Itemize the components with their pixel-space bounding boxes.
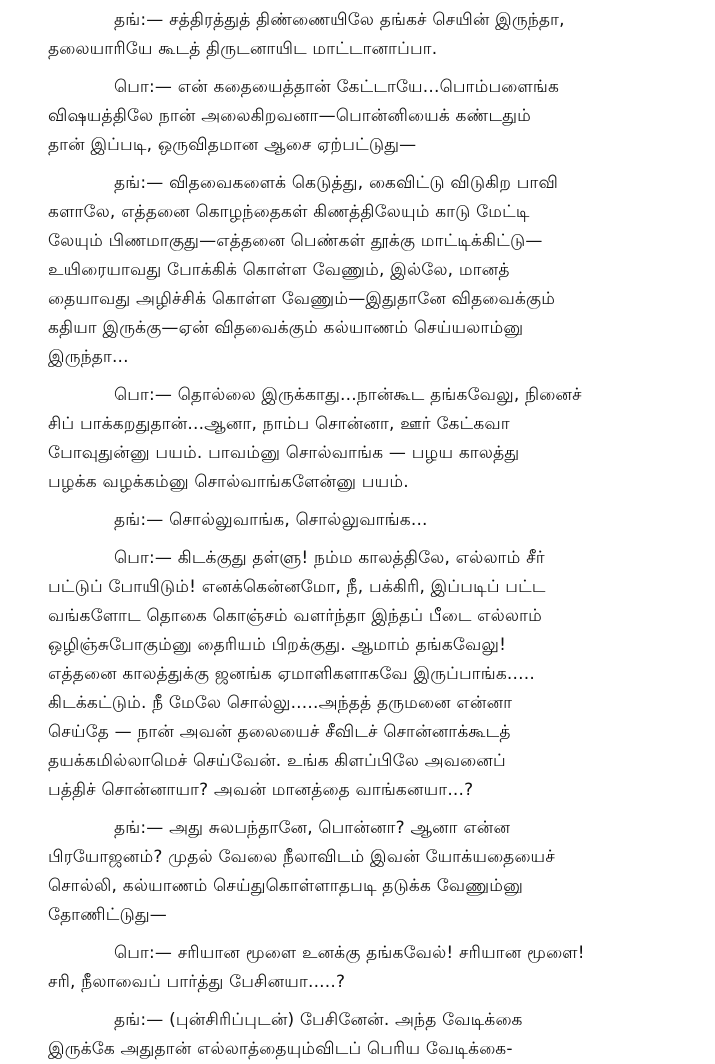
text-line: தங்:— அது சுலபந்தானே, பொன்னா? ஆனா என்ன: [114, 818, 511, 838]
dialogue-paragraph-2: [48, 73, 667, 160]
dialogue-paragraph-5: [48, 506, 667, 535]
text-line: தலையாரியே கூடத் திருடனாயிட மாட்டானாப்பா.: [48, 39, 438, 59]
text-line: வங்களோட தொகை கொஞ்சம் வளர்ந்தா இந்தப் பீடை எல்லாம்: [48, 606, 543, 626]
text-line: பொ:— என் கதையைத்தான் கேட்டாயே...பொம்பளைங்க: [114, 77, 560, 97]
text-line: பொ:— சரியான மூளை உனக்கு தங்கவேல்! சரியான மூளை!: [114, 943, 585, 963]
text-line: பழக்க வழக்கம்னு சொல்வாங்களேன்னு பயம்.: [48, 472, 409, 492]
dialogue-paragraph-4: [48, 381, 667, 497]
dialogue-paragraph-8: [48, 939, 667, 997]
text-line: போவுதுன்னு பயம். பாவம்னு சொல்வாங்க — பழய காலத்து: [48, 443, 520, 463]
text-line: தங்:— சொல்லுவாங்க, சொல்லுவாங்க...: [114, 510, 428, 530]
dialogue-paragraph-6: [48, 544, 667, 805]
text-line: பிரயோஜனம்? முதல் வேலை நீலாவிடம் இவன் யோக்யதையைச்: [48, 847, 555, 867]
text-line: சொல்லி, கல்யாணம் செய்துகொள்ளாதபடி தடுக்க வேணும்னு: [48, 876, 524, 896]
text-line: சிப் பாக்கறதுதான்...ஆனா, நாம்ப சொன்னா, ஊர் கேட்கவா: [48, 414, 510, 434]
text-line: தயக்கமில்லாமெச் செய்வேன். உங்க கிளப்பிலே அவனைப்: [48, 751, 506, 771]
dialogue-paragraph-7: [48, 814, 667, 930]
text-line: பொ:— கிடக்குது தள்ளு! நம்ம காலத்திலே, எல்லாம் சீர்: [114, 548, 545, 568]
text-line: உயிரையாவது போக்கிக் கொள்ள வேணும், இல்லே, மானத்: [48, 260, 510, 280]
text-line: ஒழிஞ்சுபோகும்னு தைரியம் பிறக்குது. ஆமாம் தங்கவேலு!: [48, 635, 507, 655]
text-line: பத்திச் சொன்னாயா? அவன் மானத்தை வாங்கனயா...?: [48, 780, 474, 800]
text-line: விஷயத்திலே நான் அலைகிறவனா—பொன்னியைக் கண்டதும்: [48, 106, 532, 126]
text-line: லேயும் பிணமாகுது—எத்தனை பெண்கள் தூக்கு மாட்டிக்கிட்டு—: [48, 231, 543, 251]
text-line: தோணிட்டுது—: [48, 905, 167, 925]
text-line: இருக்கே அதுதான் எல்லாத்தையும்விடப் பெரிய வேடிக்கை-: [48, 1039, 513, 1059]
text-line: பட்டுப் போயிடும்! எனக்கென்னமோ, நீ, பக்கிரி, இப்படிப் பட்ட: [48, 577, 546, 597]
dialogue-paragraph-3: [48, 169, 667, 372]
text-line: சரி, நீலாவைப் பார்த்து பேசினயா.....?: [48, 972, 346, 992]
text-line: தங்:— விதவைகளைக் கெடுத்து, கைவிட்டு விடுகிற பாவி: [114, 173, 559, 193]
text-line: செய்தே — நான் அவன் தலையைச் சீவிடச் சொன்னாக்கூடத்: [48, 722, 511, 742]
text-line: பொ:— தொல்லை இருக்காது...நான்கூட தங்கவேலு, நினைச்: [114, 385, 582, 405]
text-line: களாலே, எத்தனை கொழந்தைகள் கிணத்திலேயும் காடு மேட்டி: [48, 202, 530, 222]
dialogue-paragraph-1: [48, 6, 667, 64]
text-line: கதியா இருக்கு—ஏன் விதவைக்கும் கல்யாணம் செய்யலாம்னு: [48, 318, 524, 338]
text-line: தங்:— சத்திரத்துத் திண்ணையிலே தங்கச் செயின் இருந்தா,: [114, 10, 565, 30]
text-line: இருந்தா...: [48, 347, 129, 367]
dialogue-paragraph-9: [48, 1006, 667, 1064]
text-line: தையாவது அழிச்சிக் கொள்ள வேணும்—இதுதானே விதவைக்கும்: [48, 289, 556, 309]
text-line: தங்:— (புன்சிரிப்புடன்) பேசினேன். அந்த வேடிக்கை: [114, 1010, 523, 1030]
text-line: கிடக்கட்டும். நீ மேலே சொல்லு.....அந்தத் தருமனை என்னா: [48, 693, 513, 713]
text-line: எத்தனை காலத்துக்கு ஜனங்க ஏமாளிகளாகவே இருப்பாங்க.....: [48, 664, 535, 684]
text-line: தான் இப்படி, ஒருவிதமான ஆசை ஏற்பட்டுது—: [48, 135, 417, 155]
